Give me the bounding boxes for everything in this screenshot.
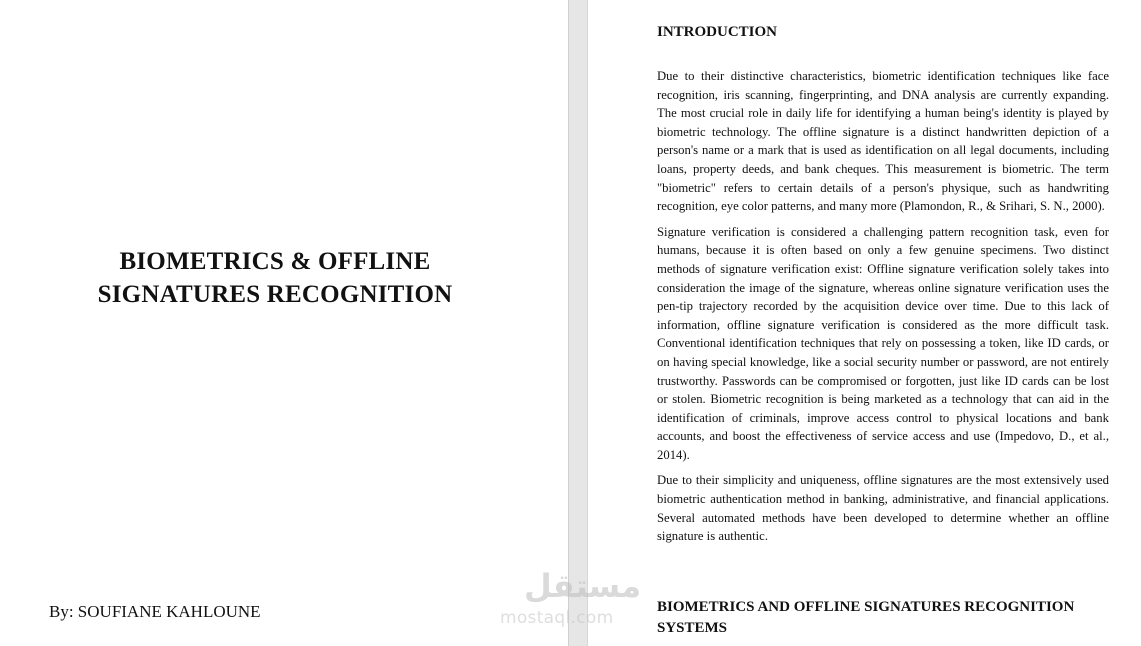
- introduction-body: [657, 67, 1109, 553]
- mostaql-watermark: [497, 566, 645, 634]
- cover-title-line-2: SIGNATURES RECOGNITION: [97, 281, 453, 308]
- introduction-page: [588, 0, 1141, 646]
- watermark-arabic-text: مستقل: [523, 567, 641, 605]
- watermark-latin-text: mostaql.com: [500, 608, 614, 628]
- introduction-heading: INTRODUCTION: [657, 24, 778, 40]
- page-gutter: [568, 0, 588, 646]
- introduction-paragraph-2: Signature verification is considered a challenging pattern recognition task, even for humans, because it is often based on only a few genuine specimens. Two distinct methods of signature verification exist: Offline signature verification solely takes into consideration the image of the signature, whereas online signature verification uses the pen-tip trajectory recorded by the acquisition device over time. Due to this lack of information, offline signature verification is considered as the more difficult task. Conventional identification techniques that rely on possessing a token, like ID cards, or on having special knowledge, like a social security number or password, are not entirely trustworthy. Passwords can be compromised or forgotten, just like ID cards can be lost or stolen. Biometric recognition is being marketed as a technology that can aid in the identification of criminals, improve access control to physical locations and bank accounts, and boost the effectiveness of service access and use (Impedovo, D., et al., 2014).: [657, 224, 1109, 462]
- cover-page: [0, 0, 568, 646]
- section-heading-systems: BIOMETRICS AND OFFLINE SIGNATURES RECOGNITION SYSTEMS: [657, 599, 1075, 636]
- introduction-paragraph-1: Due to their distinctive characteristics, biometric identification techniques like face recognition, iris scanning, fingerprinting, and DNA analysis are currently expanding. The most crucial role in daily life for identifying a human being's identity is played by biometric technology. The offline signature is a distinct handwritten depiction of a person's name or a mark that is used as identification on all legal documents, including loans, property deeds, and bank cheques. This measurement is biometric. The term "biometric" refers to certain details of a person's physique, such as handwriting recognition, eye color patterns, and many more (Plamondon, R., & Srihari, S. N., 2000).: [657, 69, 1109, 214]
- cover-author: By: SOUFIANE KAHLOUNE: [49, 602, 261, 621]
- cover-title: [40, 245, 510, 311]
- cover-title-line-1: BIOMETRICS & OFFLINE: [119, 248, 431, 275]
- introduction-paragraph-3: Due to their simplicity and uniqueness, offline signatures are the most extensively used biometric authentication method in banking, administrative, and financial applications. Several automated methods have been developed to determine whether an offline signature is authentic.: [657, 473, 1109, 544]
